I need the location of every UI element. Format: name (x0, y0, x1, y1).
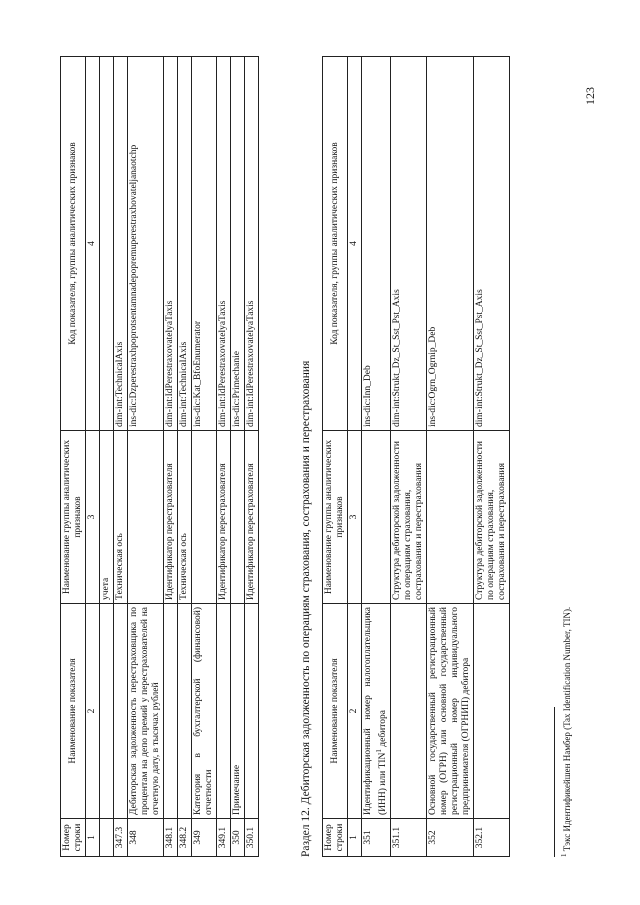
group-name: Техническая ось (114, 431, 128, 604)
indicator-name: Основной государственный регистрационный номер (ОГРН) или основной государственный регистрационный номер индивидуального предпринимателя (ОГРНИП) дебитора (427, 604, 474, 819)
group-code: ins-dic:Kat_BfoEnumerator (192, 57, 217, 431)
group-name: Структура дебиторской задолженности по операциям страхования, сострахования и перестрахования (391, 431, 427, 604)
row-number: 351.1 (391, 819, 427, 857)
header-group-name: Наименование группы аналитических признаков (323, 431, 348, 604)
group-name: Идентификатор перестрахователя (245, 431, 259, 604)
header-group-code: Код показателя, группы аналитических признаков (61, 57, 86, 431)
indicator-name (362, 604, 391, 819)
header-num: Номер строки (61, 819, 86, 857)
indicators-table-2 (322, 56, 510, 857)
footnote-text: Тэкс Идентификейшен Намбер (Tax Identification Number, TIN). (562, 606, 572, 854)
footnote-mark: 1 (560, 853, 568, 857)
group-name (231, 431, 245, 604)
table-row (100, 57, 114, 857)
indicator-name (217, 604, 231, 819)
header-name: Наименование показателя (323, 604, 348, 819)
row-number: 350 (231, 819, 245, 857)
header-name: Наименование показателя (61, 604, 86, 819)
row-number: 352.1 (474, 819, 510, 857)
indicator-name: Категория в бухгалтерской (финансовой) отчетности (192, 604, 217, 819)
row-number (100, 819, 114, 857)
header-index: 1 (86, 819, 100, 857)
indicator-name (391, 604, 427, 819)
group-code: ins-dic:Dzperestraxhpoprotsentamnadepopremuperestraxhovateljanaotchp (128, 57, 164, 431)
group-code: dim-int:TechnicalAxis (114, 57, 128, 431)
header-group-name: Наименование группы аналитических признаков (61, 431, 86, 604)
header-index: 3 (348, 431, 362, 604)
header-index-row (348, 57, 362, 857)
header-num: Номер строки (323, 819, 348, 857)
group-name: Техническая ось (178, 431, 192, 604)
table-row (427, 57, 474, 857)
group-code: dim-int:IdPerestraxovatelyaTaxis (217, 57, 231, 431)
header-index: 2 (86, 604, 100, 819)
group-name: Структура дебиторской задолженности по операциям страхования, сострахования и перестрахования (474, 431, 510, 604)
group-name (362, 431, 391, 604)
table-row (192, 57, 217, 857)
header-row (61, 57, 86, 857)
table-row (391, 57, 427, 857)
row-number: 351 (362, 819, 391, 857)
indicator-name-text: Идентификационный номер налогоплательщика (ИНН) или TIN (363, 607, 389, 815)
group-code (100, 57, 114, 431)
page-number: 123 (583, 87, 597, 105)
indicator-name (245, 604, 259, 819)
indicator-name-tail: дебитора (378, 710, 389, 750)
header-index: 4 (86, 57, 100, 431)
indicator-name (114, 604, 128, 819)
footnote-separator (554, 707, 555, 857)
row-number: 347.3 (114, 819, 128, 857)
table-row (474, 57, 510, 857)
row-number: 348.2 (178, 819, 192, 857)
indicator-name (100, 604, 114, 819)
group-code: ins-dic:Ogrn_Ogrnip_Deb (427, 57, 474, 431)
table-row (128, 57, 164, 857)
group-name: Идентификатор перестрахователя (164, 431, 178, 604)
group-name: учета (100, 431, 114, 604)
group-code: ins-dic:Primechanie (231, 57, 245, 431)
group-name (128, 431, 164, 604)
row-number: 349.1 (217, 819, 231, 857)
table-row (178, 57, 192, 857)
table-row (245, 57, 259, 857)
group-code: dim-int:IdPerestraxovatelyaTaxis (164, 57, 178, 431)
header-row (323, 57, 348, 857)
header-group-code: Код показателя, группы аналитических признаков (323, 57, 348, 431)
indicator-name (474, 604, 510, 819)
footnote (560, 607, 572, 857)
indicator-name (164, 604, 178, 819)
indicator-name: Дебиторская задолженность перестраховщика по процентам на депо премий у перестрахователей на отчетную дату, в тысячах рублей (128, 604, 164, 819)
indicator-name: Примечание (231, 604, 245, 819)
header-index-row (86, 57, 100, 857)
table-row (114, 57, 128, 857)
group-code: dim-int:Strukt_Dz_St_Sst_Pst_Axis (391, 57, 427, 431)
header-index: 1 (348, 819, 362, 857)
table-row (217, 57, 231, 857)
header-index: 3 (86, 431, 100, 604)
header-index: 2 (348, 604, 362, 819)
row-number: 352 (427, 819, 474, 857)
section-title: Раздел 12. Дебиторская задолженность по операциям страхования, сострахования и перестрахования (300, 360, 312, 857)
row-number: 349 (192, 819, 217, 857)
table-row (362, 57, 391, 857)
row-number: 348 (128, 819, 164, 857)
group-code: ins-dic:Inn_Deb (362, 57, 391, 431)
row-number: 348.1 (164, 819, 178, 857)
group-code: dim-int:TechnicalAxis (178, 57, 192, 431)
indicators-table-1 (60, 56, 259, 857)
group-name: Идентификатор перестрахователя (217, 431, 231, 604)
header-index: 4 (348, 57, 362, 431)
row-number: 350.1 (245, 819, 259, 857)
table-row (231, 57, 245, 857)
table-row (164, 57, 178, 857)
group-name (192, 431, 217, 604)
group-name (427, 431, 474, 604)
group-code: dim-int:Strukt_Dz_St_Sst_Pst_Axis (474, 57, 510, 431)
indicator-name (178, 604, 192, 819)
footnote-ref: 1 (375, 749, 383, 753)
group-code: dim-int:IdPerestraxovatelyaTaxis (245, 57, 259, 431)
